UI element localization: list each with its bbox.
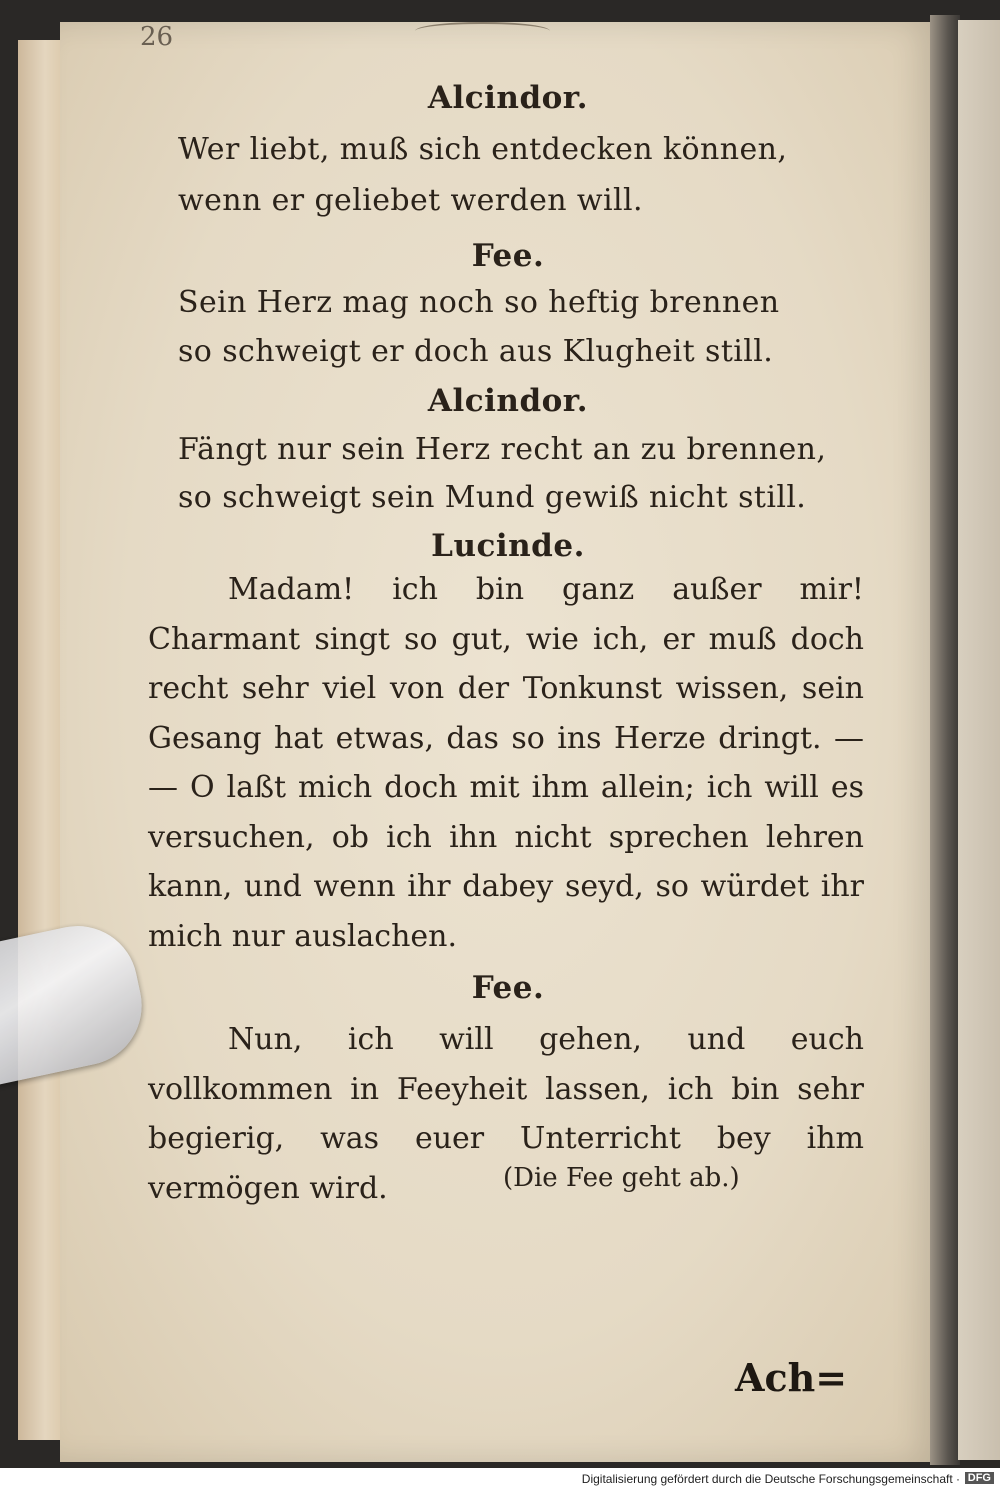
prose-paragraph: Nun, ich will gehen, und euch vollkommen in Feeyheit lassen, ich bin sehr begierig, was euer Unterricht bey ihm vermögen wird. [148,1022,864,1206]
next-page-edge [958,20,1000,1460]
verse-line: so schweigt sein Mund gewiß nicht still. [178,480,807,515]
stage-direction: (Die Fee geht ab.) [503,1163,740,1193]
verse-line: wenn er geliebet werden will. [178,183,643,218]
prose-paragraph: Madam! ich bin ganz außer mir! Charmant singt so gut, wie ich, er muß doch recht sehr viel von der Tonkunst wissen, sein Gesang hat etwas, das so ins Herze dringt. — — O laßt mich doch mit ihm allein; ich will es versuchen, ob ich ihn nicht sprechen lehren kann, und wenn ihr dabey seyd, so würdet ihr mich nur auslachen. [148,572,864,954]
speaker-heading: Fee. [471,238,545,274]
speaker-heading: Fee. [471,970,545,1006]
header-ornament [415,22,550,40]
speaker-heading: Lucinde. [431,528,585,564]
verse-line: Sein Herz mag noch so heftig brennen [178,285,780,320]
speaker-heading: Alcindor. [427,383,589,419]
page-number: 26 [140,22,174,52]
speaker-heading: Alcindor. [427,80,589,116]
verse-line: Fängt nur sein Herz recht an zu brennen, [178,432,827,467]
page-fold [930,15,960,1465]
footer-credit: Digitalisierung gefördert durch die Deutsche Forschungsgemeinschaft · [581,1472,960,1486]
footer-bar [0,1468,1000,1492]
verse-line: Wer liebt, muß sich entdecken können, [178,132,788,167]
verse-line: so schweigt er doch aus Klugheit still. [178,334,774,369]
catchword: Ach= [735,1355,848,1400]
dfg-logo: DFG [965,1472,994,1484]
